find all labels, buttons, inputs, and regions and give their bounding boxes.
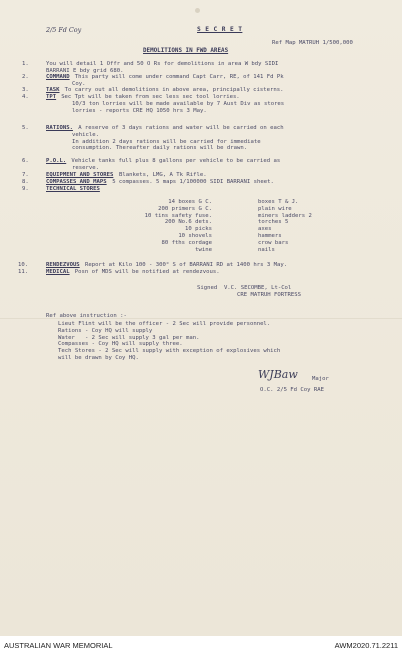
para-line: 10/3 ton lorries will be made available by 7 Aust Div as stores xyxy=(72,100,285,107)
para-number: 8. xyxy=(22,179,29,185)
para-heading: COMMAND xyxy=(46,74,70,80)
para-heading: RENDEZVOUS xyxy=(46,262,80,268)
stores-item: twine xyxy=(195,246,212,253)
instruction-line: Compasses - Coy HQ will supply three. xyxy=(58,341,183,348)
stores-item: 10 picks xyxy=(185,226,212,233)
page-title: DEMOLITIONS IN FWD AREAS xyxy=(143,48,229,54)
footer-accession-number: AWM2020.71.2211 xyxy=(334,641,398,650)
instruction-line: Rations - Coy HQ will supply xyxy=(58,327,153,334)
para-heading: MEDICAL xyxy=(46,269,70,275)
para-line: Posn of MDS will be notified at rendezvous. xyxy=(74,269,220,275)
ref-map: Ref Map MATRUH 1/500,000 xyxy=(272,40,353,46)
stores-item: hammers xyxy=(258,233,282,239)
para-line: vehicle. xyxy=(72,131,99,138)
stores-item: 200 No.6 dets. xyxy=(164,219,212,226)
para-number: 4. xyxy=(22,94,29,100)
para-line: To carry out all demolitions in above area, principally cisterns. xyxy=(64,87,284,93)
stores-item: crow bars xyxy=(258,239,289,246)
para-heading: COMPASSES AND MAPS xyxy=(46,179,107,185)
stores-item: 200 primers G C. xyxy=(158,205,212,212)
para-number: 1. xyxy=(22,61,29,67)
para-number: 10. xyxy=(18,262,29,268)
para-line: A reserve of 3 days rations and water will be carried on each xyxy=(78,125,284,131)
stores-item: torches 5 xyxy=(258,219,289,226)
para-heading: TPT xyxy=(46,94,57,100)
signature-appointment: CRE MATRUH FORTRESS xyxy=(237,292,301,298)
para-heading: EQUIPMENT AND STORES xyxy=(46,172,114,178)
punch-hole xyxy=(195,8,200,13)
instruction-line: will be drawn by Coy HQ. xyxy=(58,355,139,361)
para-number: 7. xyxy=(22,172,29,178)
para-heading: P.O.L. xyxy=(46,158,67,164)
para-number: 11. xyxy=(18,269,29,275)
stores-item: miners ladders 2 xyxy=(258,212,312,219)
para-line: Report at Kilo 100 - 300° S of BARRANI RD at 1400 hrs 3 May. xyxy=(85,262,288,268)
stores-item: plain wire xyxy=(258,205,292,212)
signoff-rank: Major xyxy=(312,376,329,382)
para-number: 3. xyxy=(22,87,29,93)
classification-header: S E C R E T xyxy=(197,26,243,33)
instruction-line: Water - 2 Sec will supply 3 gal per man. xyxy=(58,334,200,341)
stores-item: 14 boxes G C. xyxy=(168,199,212,205)
instruction-heading: Ref above instruction :- xyxy=(46,313,127,319)
para-line: This party will come under command Capt Carr, RE, of 141 Fd Pk xyxy=(74,74,284,80)
para-number: 2. xyxy=(22,74,29,80)
stores-item: 10 shovels xyxy=(178,233,212,239)
para-line: 5 compasses. 5 maps 1/100000 SIDI BARRANI sheet. xyxy=(112,179,274,185)
signature-line: Signed V.C. SECOMBE, Lt-Col xyxy=(197,285,292,291)
stores-item: axes xyxy=(258,226,272,233)
para-heading: TASK xyxy=(46,87,60,93)
handwritten-signature: WJBaw xyxy=(258,368,298,381)
para-number: 6. xyxy=(22,158,29,164)
para-number: 9. xyxy=(22,186,29,192)
instruction-line: Tech Stores - 2 Sec will supply with exception of explosives which xyxy=(58,348,281,355)
para-line: You will detail 1 Offr and 50 O Rs for demolitions in area W bdy SIDI xyxy=(46,61,279,67)
para-line: consumption. Thereafter daily rations will be drawn. xyxy=(72,145,248,152)
stores-item: 10 tins safety fuse. xyxy=(144,212,212,219)
para-heading: RATIONS. xyxy=(46,125,73,131)
stores-item: boxes T & J. xyxy=(258,199,299,205)
signoff-title: O.C. 2/5 Fd Coy RAE xyxy=(260,387,324,393)
para-line: Blankets, LMG, A Tk Rifle. xyxy=(119,172,207,178)
para-line: Vehicle tanks full plus 8 gallons per vehicle to be carried as xyxy=(71,158,281,164)
para-number: 5. xyxy=(22,125,29,131)
para-line: Sec Tpt will be taken from sec less sec tool lorries. xyxy=(61,94,240,100)
unit-header: 2/5 Fd Coy xyxy=(46,26,82,34)
para-heading: TECHNICAL STORES xyxy=(46,186,100,192)
para-line: Coy. xyxy=(72,80,86,87)
instruction-line: Lieut Flint will be the officer - 2 Sec will provide personnel. xyxy=(58,321,271,327)
footer-institution: AUSTRALIAN WAR MEMORIAL xyxy=(4,641,113,650)
para-line: In addition 2 days rations will be carried for immediate xyxy=(72,138,261,145)
stores-item: 80 fths cordage xyxy=(161,239,212,246)
para-line: reserve. xyxy=(72,164,99,171)
para-line: BARRANI E bdy grid 680. xyxy=(46,67,124,74)
archive-footer xyxy=(0,636,402,653)
stores-item: nails xyxy=(258,246,275,253)
para-line: lorries - reports CRE HQ 1050 hrs 3 May. xyxy=(72,107,207,114)
